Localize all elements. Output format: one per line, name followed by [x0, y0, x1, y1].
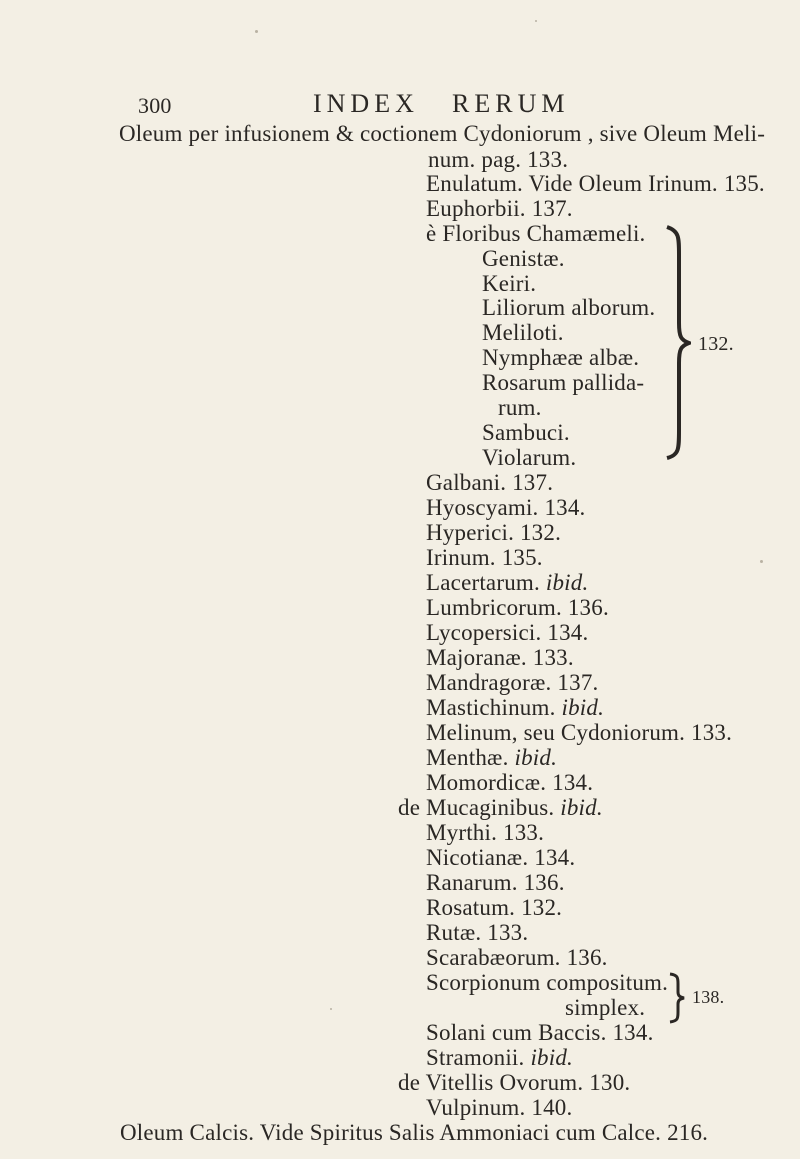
entry-line: Oleum Calcis. Vide Spiritus Salis Ammoniaci cum Calce. 216.	[120, 1120, 709, 1145]
paper-speck	[760, 560, 763, 563]
entry-line: Lumbricorum. 136.	[426, 595, 609, 620]
entry-line	[426, 746, 557, 769]
entry-line: Melinum, seu Cydoniorum. 133.	[426, 720, 733, 745]
paper-speck	[330, 1008, 332, 1010]
right-brace-floribus	[665, 225, 691, 460]
entry-line: Liliorum alborum.	[482, 295, 656, 320]
entry-line: Genistæ.	[482, 246, 565, 271]
entry-line: Ranarum. 136.	[426, 870, 565, 895]
entry-line: Scorpionum compositum.	[426, 970, 669, 995]
entry-line: Nicotianæ. 134.	[426, 845, 576, 870]
bracket-page-ref: 138.	[692, 987, 725, 1007]
entry-line: Mandragoræ. 137.	[426, 670, 599, 695]
paper-speck	[255, 30, 258, 33]
entry-line: Scarabæorum. 136.	[426, 945, 608, 970]
page-number: 300	[138, 93, 172, 118]
entry-line: Galbani. 137.	[426, 470, 554, 495]
entry-line: Sambuci.	[482, 420, 570, 445]
entry-line: Keiri.	[482, 271, 537, 296]
right-brace-scorpionum	[668, 972, 686, 1024]
ibid-ref: ibid.	[514, 745, 558, 770]
entry-line: Rosarum pallida-	[482, 370, 645, 395]
entry-line: Nymphææ albæ.	[482, 345, 640, 370]
entry-line	[426, 1046, 573, 1069]
bracket-page-ref: 132.	[698, 333, 734, 355]
entry-label: Stramonii.	[426, 1045, 525, 1070]
entry-line: rum.	[498, 395, 542, 420]
entry-line: Majoranæ. 133.	[426, 645, 574, 670]
entry-line: Solani cum Baccis. 134.	[426, 1020, 654, 1045]
entry-line: Meliloti.	[482, 320, 564, 345]
entry-line: Hyperici. 132.	[426, 520, 562, 545]
entry-line: Oleum per infusionem & coctionem Cydoniorum , sive Oleum Meli-	[119, 121, 766, 146]
entry-line: simplex.	[565, 995, 646, 1020]
ibid-ref: ibid.	[561, 695, 605, 720]
entry-line: num. pag. 133.	[428, 147, 569, 172]
entry-line	[426, 696, 604, 719]
entry-label: Lacertarum.	[426, 570, 540, 595]
ibid-ref: ibid.	[530, 1045, 573, 1070]
entry-line: Lycopersici. 134.	[426, 620, 589, 645]
entry-line: Hyoscyami. 134.	[426, 495, 586, 520]
entry-label: de Mucaginibus.	[398, 795, 555, 820]
header-title-rerum: RERUM	[452, 89, 570, 118]
entry-label: Menthæ.	[426, 745, 509, 770]
entry-line: Vulpinum. 140.	[426, 1095, 573, 1120]
entry-line: de Vitellis Ovorum. 130.	[398, 1070, 631, 1095]
paper-speck	[535, 20, 537, 22]
entry-line: è Floribus Chamæmeli.	[426, 221, 646, 246]
entry-line	[426, 571, 588, 594]
entry-line: Myrthi. 133.	[426, 820, 545, 845]
entry-label: Mastichinum.	[426, 695, 556, 720]
entry-line: Rosatum. 132.	[426, 895, 563, 920]
entry-line: Irinum. 135.	[426, 545, 543, 570]
entry-line: Euphorbii. 137.	[426, 196, 573, 221]
entry-line: Violarum.	[482, 445, 577, 470]
header-title-index: INDEX	[313, 89, 419, 118]
entry-line	[398, 796, 603, 819]
ibid-ref: ibid.	[545, 570, 589, 595]
entry-line: Momordicæ. 134.	[426, 770, 594, 795]
entry-line: Rutæ. 133.	[426, 920, 529, 945]
ibid-ref: ibid.	[560, 795, 603, 820]
entry-line: Enulatum. Vide Oleum Irinum. 135.	[426, 171, 765, 196]
